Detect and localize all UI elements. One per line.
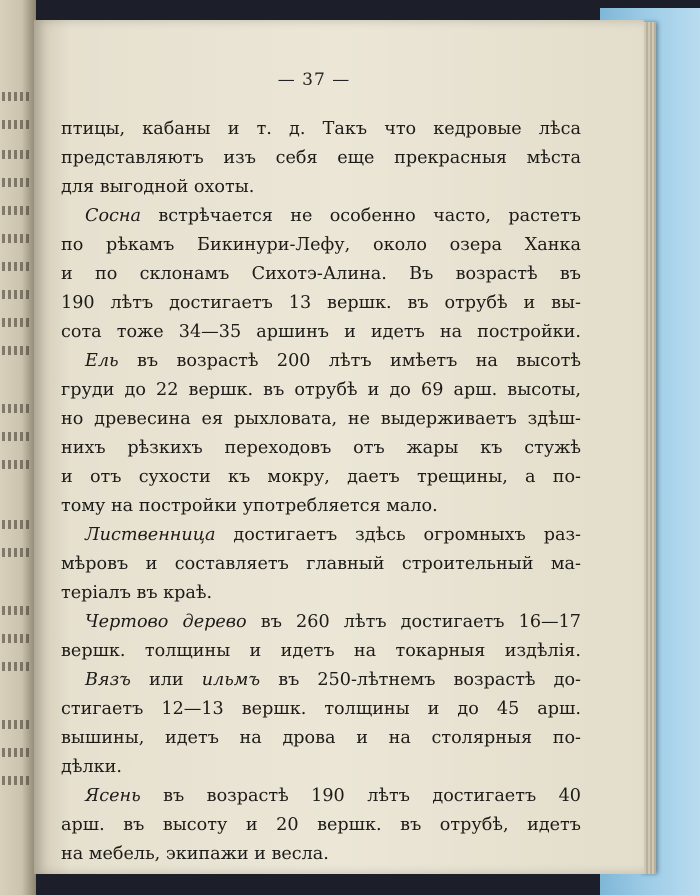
text-line: и отъ сухости къ мокру, даетъ трещины, а по- [61,467,581,487]
text-line: по рѣкамъ Бикинури-Лефу, около озера Ханка [61,235,581,255]
text-line: дѣлки. [61,757,122,777]
species-name-ilm: ильмъ [201,670,261,690]
paragraph-vyaz: Вязъ или ильмъ въ 250-лѣтнемъ возрастѣ до- [85,670,581,690]
species-name-el: Ель [85,351,119,371]
text-line: вершк. толщины и идетъ на токарныя издѣлія. [61,641,581,661]
species-name-listvennitsa: Лиственница [85,525,216,545]
text-line: представляютъ изъ себя еще прекрасныя мѣста [61,148,581,168]
text-line: сота тоже 34—35 аршинъ и идетъ на постройки. [61,322,581,342]
paragraph-sosna: Сосна встрѣчается не особенно часто, растетъ [85,206,581,226]
paragraph-chertovo-derevo: Чертово дерево въ 260 лѣтъ достигаетъ 16—17 [85,612,581,632]
text-line: мѣровъ и составляетъ главный строительный ма- [61,554,581,574]
text-line: но древесина ея рыхловата, не выдерживаетъ здѣш- [61,409,581,429]
species-name-sosna: Сосна [85,206,141,226]
page-number: — 37 — [277,70,351,90]
paragraph-yasen: Ясень въ возрастѣ 190 лѣтъ достигаетъ 40 [85,786,581,806]
species-name-chertovo-derevo: Чертово дерево [85,612,247,632]
text-line: на мебель, экипажи и весла. [61,844,329,864]
text-line: нихъ рѣзкихъ переходовъ отъ жары къ стужѣ [61,438,581,458]
book-page [34,20,644,874]
species-name-yasen: Ясень [85,786,141,806]
left-page-edge [0,0,36,895]
text-line: и по склонамъ Сихотэ-Алина. Въ возрастѣ въ [61,264,581,284]
paragraph-el: Ель въ возрастѣ 200 лѣтъ имѣетъ на высотѣ [85,351,581,371]
paragraph-listvennitsa: Лиственница достигаетъ здѣсь огромныхъ раз- [85,525,581,545]
text-line: арш. въ высоту и 20 вершк. въ отрубѣ, идетъ [61,815,581,835]
text-line: теріалъ въ краѣ. [61,583,213,603]
text-line: тому на постройки употребляется мало. [61,496,438,516]
species-name-vyaz: Вязъ [85,670,131,690]
text-line: 190 лѣтъ достигаетъ 13 вершк. въ отрубѣ и вы- [61,293,581,313]
text-line: стигаетъ 12—13 вершк. толщины и до 45 арш. [61,699,581,719]
text-line: груди до 22 вершк. въ отрубѣ и до 69 арш. высоты, [61,380,581,400]
text-line: для выгодной охоты. [61,177,255,197]
text-line: птицы, кабаны и т. д. Такъ что кедровые лѣса [61,119,581,139]
text-line: вышины, идетъ на дрова и на столярныя по- [61,728,581,748]
